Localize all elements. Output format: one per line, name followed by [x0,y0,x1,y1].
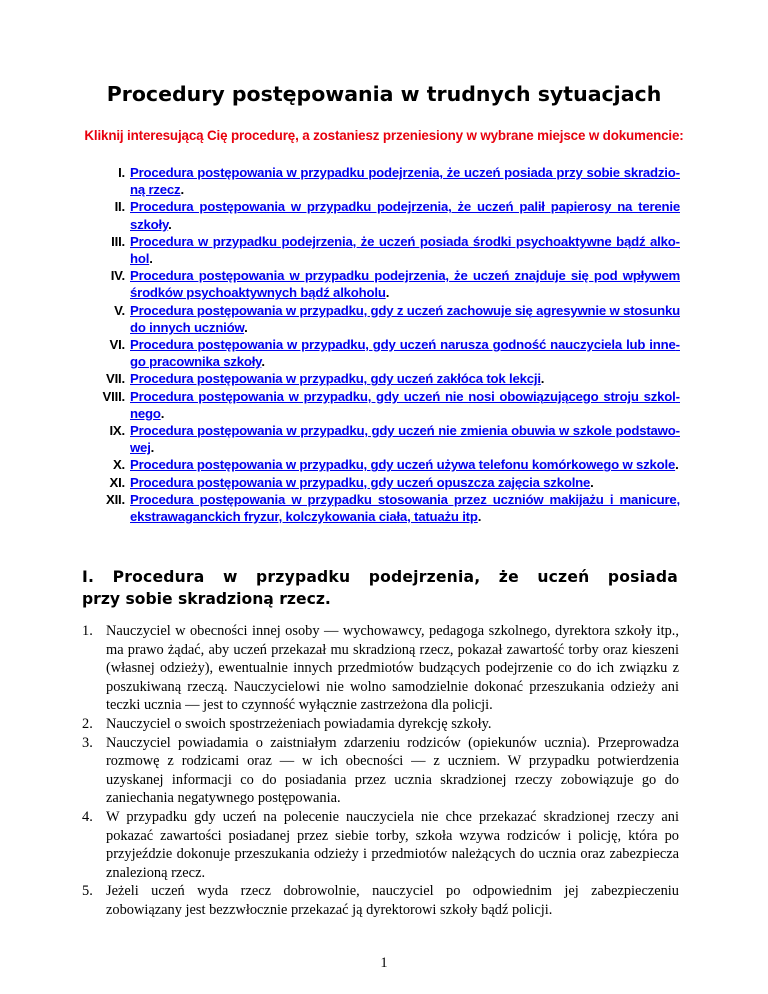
toc-item [95,370,680,387]
toc-item [95,388,680,422]
section-heading [82,566,678,610]
toc-item-number: V. [114,302,125,318]
toc-item [95,267,680,301]
toc-item-number: I. [118,165,125,180]
toc-link[interactable]: Procedura postępowania w przypadku, gdy uczeń narusza godność nauczyciela lub innego pracownika szkoły [130,337,680,370]
toc-item [95,491,680,525]
toc-item [95,422,680,456]
toc-item-number: VIII. [102,388,125,404]
toc-item-period: . [385,285,390,301]
toc-item-period: . [590,474,594,490]
toc-link[interactable]: Procedura postępowania w przypadku, gdy uczeń zakłóca tok lekcji [130,371,541,387]
toc-item-number: XI. [109,474,125,490]
toc-item-period: . [540,371,545,387]
list-item [82,734,679,808]
list-item-text: Nauczyciel w obecności innej osoby — wychowawcy, pedagoga szkolnego, dyrektora szkoły itp., ma prawo żądać, aby uczeń przekazał mu skradzioną rzecz, pokazał zawartość torby oraz kieszeni (własnej odzieży), ewentualnie innych przedmiotów budzących podejrzenie co do ich związku z poszukiwaną rzeczą. Nauczycielowi nie wolno samodzielnie dokonać przeszukania odzieży ani teczki ucznia — jest to czynność wyłącznie zastrzeżona dla policji. [106,623,679,714]
toc-item-period: . [477,509,482,525]
toc-item-period: . [261,354,265,370]
toc-item-period: . [149,251,153,267]
toc-item [95,233,680,267]
toc-item-number: IV. [110,268,125,284]
page-title: Procedury postępowania w trudnych sytuacjach [106,82,662,106]
list-item-text: Jeżeli uczeń wyda rzecz dobrowolnie, nauczyciel po odpowiednim jej zabezpieczeniu zobowiązany jest bezzwłocznie przekazać ją dyrektorowi szkoły bądź policji. [106,883,679,918]
list-item [82,622,679,715]
toc-link[interactable]: Procedura postępowania w przypadku podejrzenia, że uczeń palił papierosy na terenie szkoły [130,199,680,232]
toc-item-number: XII. [106,491,125,507]
toc-item-number: III. [111,233,125,249]
page-number: 1 [380,955,388,971]
list-item-number: 2. [82,715,93,732]
intro-instruction: Kliknij interesującą Cię procedurę, a zostaniesz przeniesiony w wybrane miejsce w dokumencie: [84,128,684,143]
list-item [82,808,679,882]
toc-item-number: X. [112,457,125,473]
toc-link[interactable]: Procedura postępowania w przypadku, gdy uczeń nie zmienia obuwia w szkole podstawowej [130,423,680,456]
toc-item [95,456,680,473]
toc-item-number: VII. [106,371,125,387]
toc-item-number: IX. [109,423,125,439]
toc-item-number: VI. [109,337,125,353]
list-item-text: W przypadku gdy uczeń na polecenie nauczyciela nie chce przekazać skradzionej rzeczy ani pokazać zawartości posiadanej przez siebie torby, szkoła wzywa rodziców i policję, która po przyjeździe dokonuje przeszukania odzieży i przedmiotów należących do ucznia oraz zabezpiecza znalezioną rzecz. [106,808,679,881]
toc-item [95,302,680,336]
toc-link[interactable]: Procedura postępowania w przypadku, gdy uczeń używa telefonu komórkowego w szkole [130,457,676,473]
toc-link[interactable]: Procedura w przypadku podejrzenia, że uczeń posiada środki psychoaktywne bądź alkohol [130,233,680,267]
toc-link[interactable]: Procedura postępowania w przypadku stosowania przez uczniów makijażu i manicure, ekstrawaganckich fryzur, kolczykowania ciała, tatuażu itp [130,491,680,525]
toc-item-period: . [180,182,184,198]
toc-link[interactable]: Procedura postępowania w przypadku podejrzenia, że uczeń posiada przy sobie skradzioną rzecz [130,165,680,198]
toc-link[interactable]: Procedura postępowania w przypadku, gdy uczeń opuszcza zajęcia szkolne [130,474,591,490]
toc-item-period: . [168,216,172,232]
toc-item-period: . [150,440,155,456]
list-item-number: 3. [82,734,93,751]
list-item-text: Nauczyciel o swoich spostrzeżeniach powiadamia dyrekcję szkoły. [106,715,492,732]
toc-link[interactable]: Procedura postępowania w przypadku, gdy uczeń nie nosi obowiązującego stroju szkolnego [130,388,680,421]
toc-link[interactable]: Procedura postępowania w przypadku podejrzenia, że uczeń znajduje się pod wpływem środków psychoaktywnych bądź alkoholu [130,268,680,301]
toc-item [95,164,680,198]
toc-item [95,198,680,232]
toc-link[interactable]: Procedura postępowania w przypadku, gdy z uczeń zachowuje się agresywnie w stosunku do innych uczniów [130,302,680,335]
list-item [82,882,679,919]
toc-item [95,474,680,491]
toc-item [95,336,680,370]
list-item [82,715,679,734]
table-of-contents [95,164,680,525]
toc-item-period: . [160,405,165,421]
section-heading-line1: I. Procedura w przypadku podejrzenia, że uczeń posiada [82,568,678,586]
list-item-text: Nauczyciel powiadamia o zaistniałym zdarzeniu rodziców (opiekunów ucznia). Przeprowadza rozmowę z rodzicami oraz — w ich obecności — z uczniem. W przypadku potwierdzenia uzyskanej informacji co do posiadania przez ucznia skradzionej rzeczy zobowiązuje go do zaniechania negatywnego postępowania. [106,734,679,807]
toc-item-period: . [244,319,248,335]
list-item-number: 1. [82,623,93,639]
list-item-number: 5. [82,883,93,900]
toc-item-period: . [675,457,679,473]
section-heading-line2: przy sobie skradzioną rzecz. [82,590,331,608]
list-item-number: 4. [82,808,93,825]
toc-item-number: II. [114,199,125,215]
section-items [82,622,679,920]
